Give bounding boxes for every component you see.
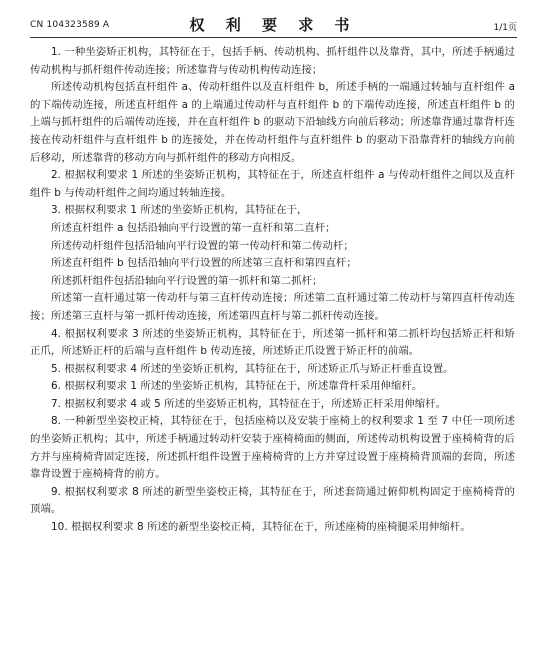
claim-paragraph: 6. 根据权利要求 1 所述的坐姿矫正机构，其特征在于，所述靠背杆采用伸缩杆。 [51,380,423,393]
claim-paragraph: 9. 根据权利要求 8 所述的新型坐姿校正椅，其特征在于，所述套筒通过俯仰机构固定于座椅椅背的顶端。 [30,485,515,516]
claims-body [30,44,515,537]
claim-paragraph: 所述传动机构包括直杆组件 a、传动杆组件以及直杆组件 b，所述手柄的一端通过转轴与直杆组件 a 的下端传动连接，所述直杆组件 a 的上端通过传动杆与直杆组件 b 的下端传动连接，所述直杆组件 b 的上端与抓杆组件的后端传动连接，并在直杆组件 b 的驱动下沿轴线方向前后移动；所述靠背通过靠背杆连接在传动杆组件与直杆组件 b 的连接处，并在传动杆组件与直杆组件 b 的驱动下沿靠背杆的轴线方向前后移动，所述靠背的移动方向与抓杆组件的移动方向相反。 [30,81,515,164]
claim-paragraph: 2. 根据权利要求 1 所述的坐姿矫正机构，其特征在于，所述直杆组件 a 与传动杆组件之间以及直杆组件 b 与传动杆组件之间均通过转轴连接。 [30,169,515,199]
document-title: 权 利 要 求 书 [189,16,358,34]
claim-paragraph: 所述传动杆组件包括沿轴向平行设置的第一传动杆和第二传动杆； [51,239,354,252]
claim-paragraph: 8. 一种新型坐姿校正椅，其特征在于，包括座椅以及安装于座椅上的权利要求 1 至 7 中任一项所述的坐姿矫正机构；其中，所述手柄通过转动杆安装于座椅椅面的侧面，所述传动机构设置于座椅椅背的后方并与座椅椅背固定连接，所述抓杆组件设置于座椅椅背的上方并穿过设置于座椅椅背顶端的套筒，所述靠背设置于座椅椅背的前方。 [30,415,515,481]
claim-paragraph: 所述第一直杆通过第一传动杆与第三直杆传动连接；所述第二直杆通过第二传动杆与第四直杆传动连接；所述第三直杆与第一抓杆传动连接，所述第四直杆与第二抓杆传动连接。 [30,292,515,322]
header-rule [30,37,517,38]
page-number: 1/1页 [493,23,517,33]
page-header [30,14,517,36]
claim-paragraph: 10. 根据权利要求 8 所述的新型坐姿校正椅，其特征在于，所述座椅的座椅腿采用伸缩杆。 [51,521,471,534]
claim-paragraph: 3. 根据权利要求 1 所述的坐姿矫正机构，其特征在于， [51,204,308,217]
claim-paragraph: 所述直杆组件 b 包括沿轴向平行设置的所述第三直杆和第四直杆； [51,257,357,270]
claim-paragraph: 5. 根据权利要求 4 所述的坐姿矫正机构，其特征在于，所述矫正爪与矫正杆垂直设置。 [51,362,454,375]
claim-paragraph: 7. 根据权利要求 4 或 5 所述的坐姿矫正机构，其特征在于，所述矫正杆采用伸缩杆。 [51,397,447,410]
claim-paragraph: 所述抓杆组件包括沿轴向平行设置的第一抓杆和第二抓杆； [51,274,323,287]
claim-paragraph: 所述直杆组件 a 包括沿轴向平行设置的第一直杆和第二直杆； [51,221,336,234]
claim-paragraph: 4. 根据权利要求 3 所述的坐姿矫正机构，其特征在于，所述第一抓杆和第二抓杆均包括矫正杆和矫正爪，所述矫正杆的后端与直杆组件 b 传动连接，所述矫正爪设置于矫正杆的前端。 [30,327,515,358]
publication-number: CN 104323589 A [30,20,110,30]
claim-paragraph: 1. 一种坐姿矫正机构，其特征在于，包括手柄、传动机构、抓杆组件以及靠背，其中，所述手柄通过传动机构与抓杆组件传动连接；所述靠背与传动机构传动连接； [30,46,515,76]
